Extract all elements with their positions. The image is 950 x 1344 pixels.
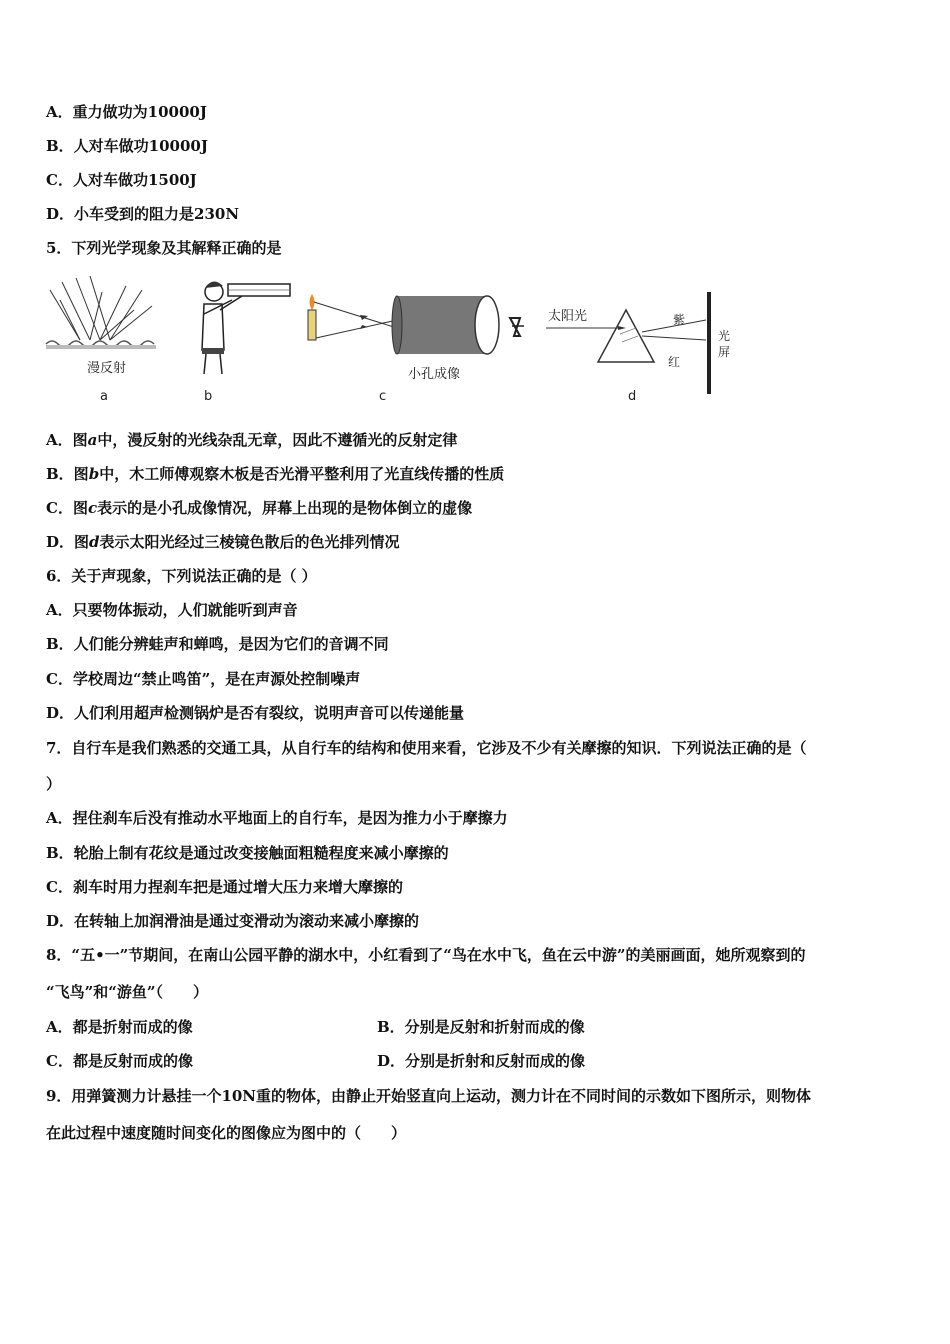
q7-stem-line-1: 7．自行车是我们熟悉的交通工具，从自行车的结构和使用来看，它涉及不少有关摩擦的知识．下列说法正确的是（	[46, 739, 807, 757]
figure-a-diffuse-reflection	[46, 276, 156, 404]
q6-option-c: C．学校周边“禁止鸣笛”，是在声源处控制噪声	[46, 670, 361, 688]
q8-option-c: C．都是反射而成的像	[46, 1052, 193, 1070]
q6-stem: 6．关于声现象，下列说法正确的是（ ）	[46, 567, 317, 585]
q5-option-b: B．图b中，木工师傅观察木板是否光滑平整利用了光直线传播的性质	[46, 465, 505, 483]
q4-option-d: D．小车受到的阻力是230N	[46, 205, 240, 223]
q5-figure	[42, 270, 752, 410]
q8-option-d: D．分别是折射和反射而成的像	[377, 1052, 586, 1070]
figure-a-label: a	[100, 389, 108, 404]
figure-d-screen-label-1: 光	[718, 329, 731, 343]
q7-stem-line-2: ）	[46, 775, 62, 793]
q5-option-a: A．图a中，漫反射的光线杂乱无章，因此不遵循光的反射定律	[46, 431, 458, 449]
q7-option-a: A．捏住刹车后没有推动水平地面上的自行车，是因为推力小于摩擦力	[46, 809, 508, 827]
figure-b-carpenter	[202, 281, 290, 404]
q4-option-c: C．人对车做功1500J	[46, 171, 197, 189]
q5-option-d: D．图d表示太阳光经过三棱镜色散后的色光排列情况	[46, 533, 400, 551]
inverted-image-icon	[510, 318, 524, 336]
q8-option-b: B．分别是反射和折射而成的像	[377, 1018, 585, 1036]
figure-c-pinhole	[308, 294, 499, 404]
q7-option-d: D．在转轴上加润滑油是通过变滑动为滚动来减小摩擦的	[46, 912, 420, 930]
figure-d-sunlight-label: 太阳光	[548, 309, 588, 324]
figure-d-violet-label: 紫	[673, 313, 686, 327]
q5-option-c: C．图c表示的是小孔成像情况，屏幕上出现的是物体倒立的虚像	[46, 499, 473, 517]
q6-option-a: A．只要物体振动，人们就能听到声音	[46, 601, 298, 619]
q8-option-a: A．都是折射而成的像	[46, 1018, 193, 1036]
figure-d-label: d	[628, 389, 637, 404]
figure-b-label: b	[204, 389, 213, 404]
figure-c-caption: 小孔成像	[408, 367, 461, 382]
q4-option-b: B．人对车做功10000J	[46, 137, 208, 155]
q6-option-d: D．人们利用超声检测锅炉是否有裂纹，说明声音可以传递能量	[46, 704, 465, 722]
q7-option-c: C．刹车时用力捏刹车把是通过增大压力来增大摩擦的	[46, 878, 403, 896]
q5-stem: 5．下列光学现象及其解释正确的是	[46, 239, 282, 257]
q9-stem-line-2: 在此过程中速度随时间变化的图像应为图中的（ ）	[46, 1124, 407, 1142]
q9-stem-line-1: 9．用弹簧测力计悬挂一个10N重的物体，由静止开始竖直向上运动，测力计在不同时间的示数如下图所示，则物体	[46, 1087, 812, 1105]
figure-d-prism	[546, 292, 730, 404]
figure-d-red-label: 红	[668, 355, 681, 369]
figure-c-label: c	[379, 389, 387, 404]
q8-stem-line-1: 8．“五•一”节期间，在南山公园平静的湖水中，小红看到了“鸟在水中飞，鱼在云中游”的美丽画面，她所观察到的	[46, 946, 806, 964]
q6-option-b: B．人们能分辨蛙声和蝉鸣，是因为它们的音调不同	[46, 635, 389, 653]
q7-option-b: B．轮胎上制有花纹是通过改变接触面粗糙程度来减小摩擦的	[46, 844, 449, 862]
q4-option-a: A．重力做功为10000J	[46, 103, 207, 121]
figure-d-screen-label-2: 屏	[718, 345, 731, 359]
figure-a-caption: 漫反射	[87, 361, 127, 376]
q8-stem-line-2: “飞鸟”和“游鱼”（ ）	[46, 983, 209, 1001]
